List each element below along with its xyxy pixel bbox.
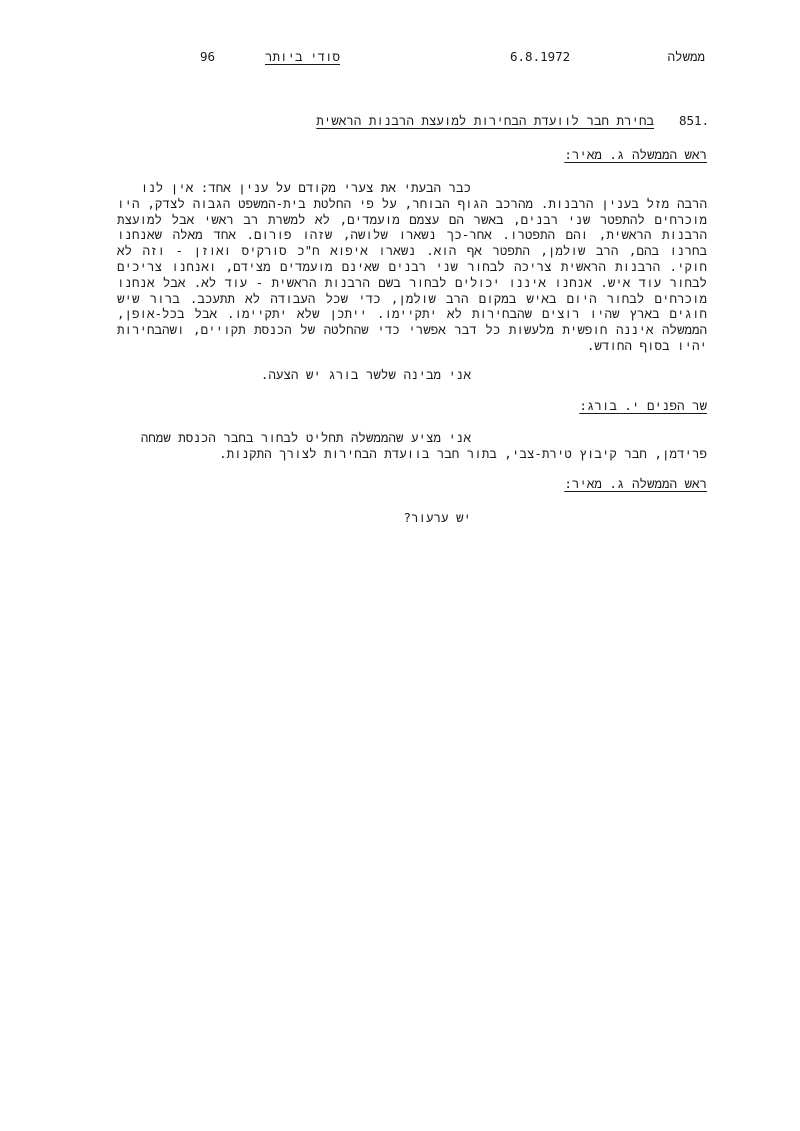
speech-paragraph [117,430,707,462]
speech-first-line: אני מציע שהממשלה תחליט לבחור בחבר הכנסת שמחה [140,430,471,445]
speech-first-line: כבר הבעתי את צערי מקודם על ענין אחד: אין לנו [140,180,471,195]
header-classification: סודי ביותר [265,49,341,64]
speech-body: פרידמן, חבר קיבוץ טירת-צבי, בתור חבר בוועדת הבחירות לצורך התקנות. [219,445,707,461]
header-date: 6.8.1972 [510,49,571,64]
header-page-number: 96 [200,49,216,64]
speech-paragraph [117,180,707,354]
speech-closing: אני מבינה שלשר בורג יש הצעה. [260,367,471,382]
speech-body: הרבה מזל בענין הרבנות. מהרכב הגוף הבוחר, על פי החלטת בית-המשפט הגבוה לצדק, היו מוכרחים להתפטר שני רבנים, באשר הם עצמם מועמדים, לא למשרת רב ראשי אבל למועצת הרבנות הראשית, והם התפטרו. אחר-כך נשארו שלושה, שזהו פורום. אחד מאלה שאנחנו בחרנו בהם, הרב שולמן, התפטר אף הוא. נשארו איפוא ח"כ סורקיס ואוזן - וזה לא חוקי. הרבנות הראשית צריכה לבחור שני רבנים שאינם מועמדים מצידם, ואנחנו צריכים לבחור עוד איש. אנחנו איננו יכולים לבחור בשם הרבנות הראשית - עוד לא. אבל אנחנו מוכרחים לבחור היום באיש במקום הרב שולמן, כדי שכל העבודה לא תתעכב. ברור שיש חוגים בארץ שהיו רוצים שהבחירות לא יתקיימו. ייתכן שלא יתקיימו. אבל בכל-אופן, הממשלה איננה חופשית מלעשות כל דבר אפשרי כדי שהחלטה של הכנסת תקויים, ושהבחירות יהיו בסוף החודש. [117,195,707,353]
speaker-name: ראש הממשלה ג. מאיר: [564,147,707,162]
speech-closing: יש ערעור? [403,510,471,525]
header-office: ממשלה [667,49,705,64]
item-title: בחירת חבר לוועדת הבחירות למועצת הרבנות הראשית [316,113,654,128]
speaker-name: ראש הממשלה ג. מאיר: [564,476,707,491]
item-number: 851. [679,113,710,128]
speaker-name: שר הפנים י. בורג: [579,398,707,413]
